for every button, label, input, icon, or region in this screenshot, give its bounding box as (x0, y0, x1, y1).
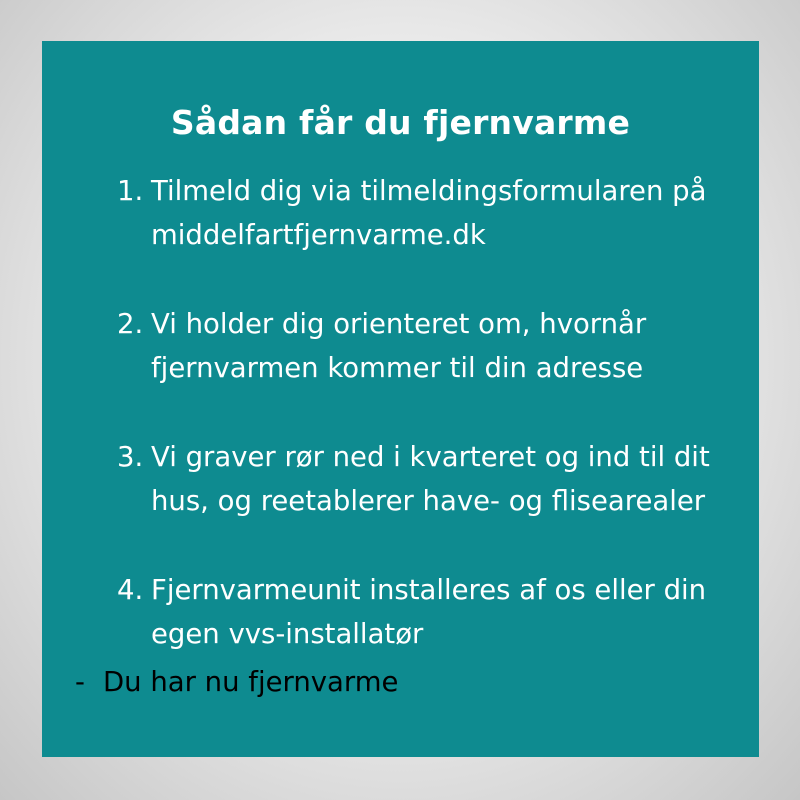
step-number: 4. (117, 574, 144, 606)
step-item-1 (117, 169, 777, 257)
step-text-line: egen vvs-installatør (151, 618, 424, 650)
card-title: Sådan får du fjernvarme (170, 103, 631, 142)
final-text: Du har nu fjernvarme (103, 666, 399, 698)
step-item-4 (117, 568, 777, 656)
step-number: 2. (117, 308, 144, 340)
final-marker: - (75, 666, 85, 698)
step-text-line: hus, og reetablerer have- og flisearealer (151, 485, 706, 517)
step-number: 3. (117, 441, 144, 473)
step-text-line: Vi holder dig orienteret om, hvornår (151, 308, 647, 340)
step-text-line: middelfartfjernvarme.dk (151, 219, 486, 251)
step-text-line: fjernvarmen kommer til din adresse (151, 352, 644, 384)
info-card (42, 41, 759, 757)
step-text-line: Fjernvarmeunit installeres af os eller din (151, 574, 707, 606)
step-text-line: Tilmeld dig via tilmeldingsformularen på (151, 175, 707, 207)
step-item-2 (117, 302, 777, 390)
steps-list (117, 169, 777, 701)
final-note (75, 660, 398, 704)
step-text-line: Vi graver rør ned i kvarteret og ind til dit (151, 441, 710, 473)
step-item-3 (117, 435, 777, 523)
step-number: 1. (117, 175, 144, 207)
